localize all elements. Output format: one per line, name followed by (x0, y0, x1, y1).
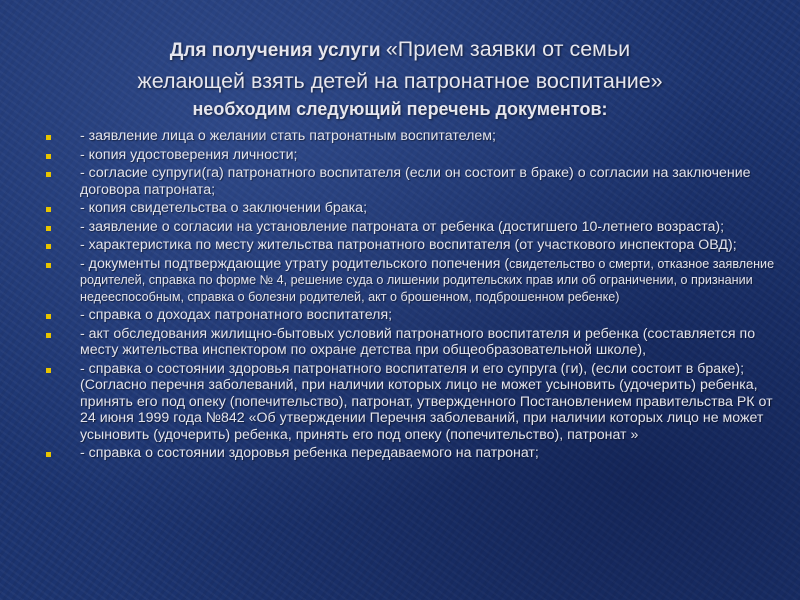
list-item-text: - заявление о согласии на установление патроната от ребенка (достигшего 10-летнего возраста); (80, 218, 725, 235)
list-item (46, 165, 776, 198)
list-item-text: - согласие супруги(га) патронатного воспитателя (если он состоит в браке) о согласии на заключение договора патроната; (80, 165, 751, 198)
list-item-text: - справка о состоянии здоровья ребенка передаваемого на патронат; (80, 445, 539, 461)
bullet-icon (46, 244, 51, 249)
bullet-icon (46, 263, 51, 268)
title-line-2: желающей взять детей на патронатное воспитание» (137, 69, 663, 93)
bullet-icon (46, 135, 51, 140)
bullet-icon (46, 452, 51, 457)
list-item (46, 200, 776, 217)
list-item (46, 445, 776, 462)
list-item (46, 256, 776, 306)
title-bold-lead: Для получения услуги (169, 40, 386, 61)
bullet-icon (46, 207, 51, 212)
list-item (46, 326, 776, 359)
title-line-3: необходим следующий перечень документов: (192, 99, 608, 119)
list-item-text: - копия свидетельства о заключении брака; (80, 200, 368, 216)
list-item (46, 361, 776, 444)
title-line-1 (20, 34, 780, 66)
slide-title (20, 34, 780, 122)
bullet-icon (46, 368, 51, 373)
list-item-text: - заявление лица о желании стать патронатным воспитателем; (80, 128, 496, 144)
bullet-icon (46, 226, 51, 231)
list-item-text: - акт обследования жилищно-бытовых условий патронатного воспитателя и ребенка (составляется по месту жительства инспектором по охране детства при общеобразовательной школе), (80, 325, 756, 358)
list-item-text: - копия удостоверения личности; (80, 146, 298, 163)
list-item-text: - справка о состоянии здоровья патронатного воспитателя и его супруга (ги), (если состоит в браке); (Согласно перечня заболеваний, при наличии которых лицо не может усыновить (удочерить) ребенка, принять его под опеку (попечительство), патронат, утвержденного Постановлением правительства РК от 24 июня 1999 года №842 «Об утверждении Перечня заболеваний, при наличии которых лицо не может усыновить (удочерить) ребенка, принять его под опеку (попечительство), патронат » (80, 360, 773, 443)
title-quote-start: «Прием заявки от семьи (385, 37, 631, 61)
list-item-text: - характеристика по месту жительства патронатного воспитателя (от участкового инспектора ОВД); (80, 237, 737, 253)
bullet-icon (46, 172, 51, 177)
document-list (46, 128, 776, 464)
list-item (46, 307, 776, 324)
bullet-icon (46, 154, 51, 159)
list-item-text: - документы подтверждающие утрату родительского попечения ( (80, 255, 510, 272)
list-item (46, 219, 776, 236)
list-item (46, 128, 776, 145)
list-item-text: - справка о доходах патронатного воспитателя; (80, 307, 393, 323)
bullet-icon (46, 333, 51, 338)
bullet-icon (46, 314, 51, 319)
list-item (46, 147, 776, 164)
list-item (46, 237, 776, 254)
list-item-small-text: свидетельство о смерти, отказное заявление родителей, справка по форме № 4, решение суда о лишении родительских прав или об ограничении, о признании недееспособным, справка о болезни родителей, акт о брошенном, подброшенном ребенке) (80, 256, 775, 304)
